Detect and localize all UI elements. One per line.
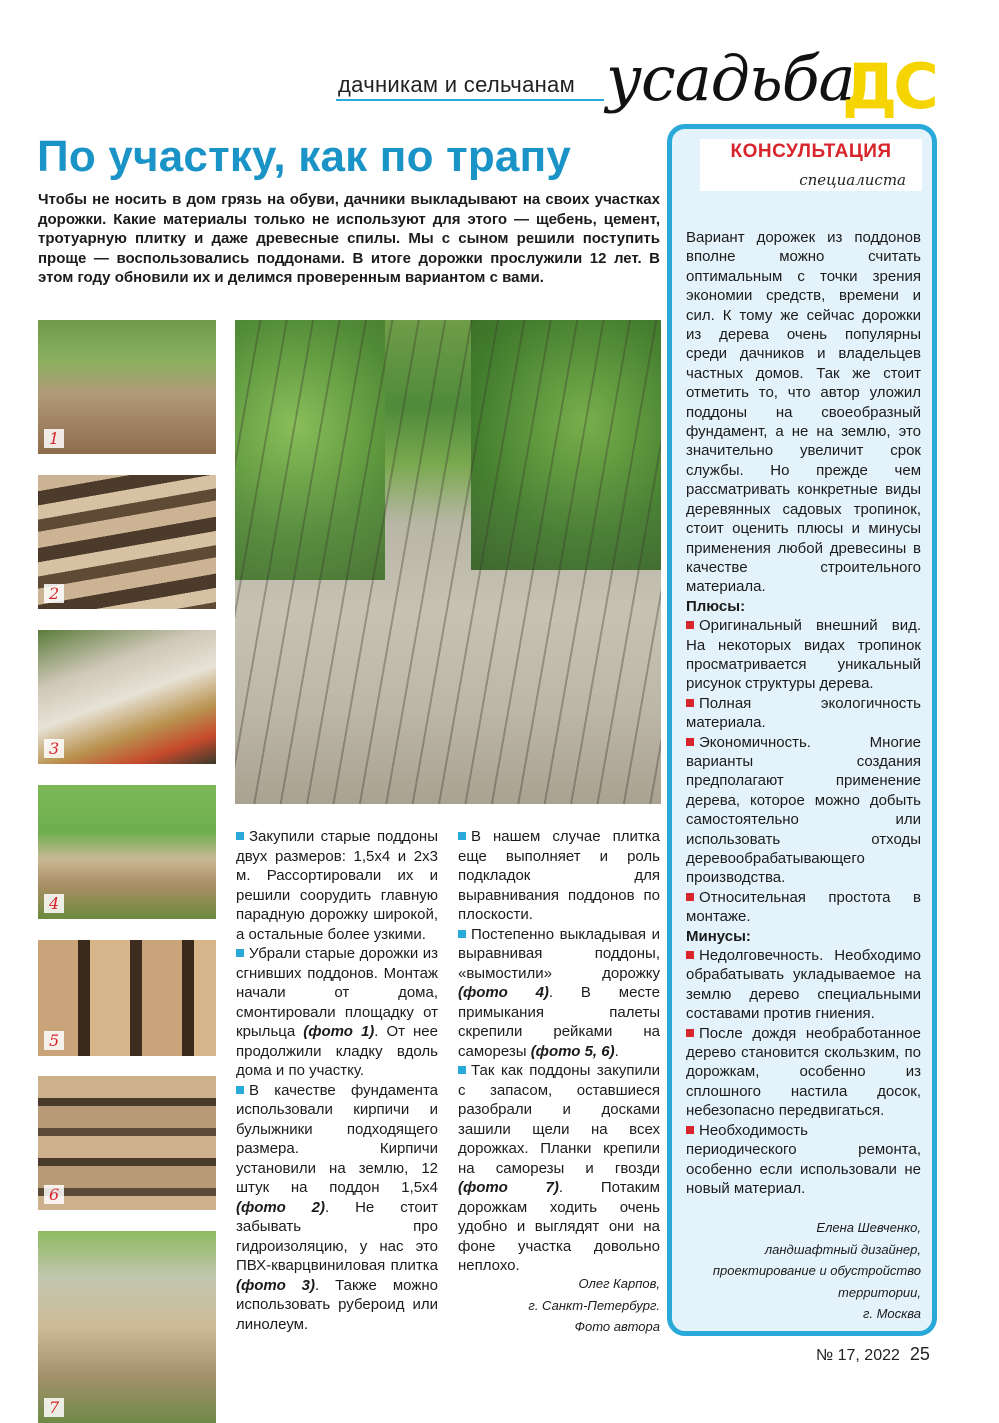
bullet-square-icon (458, 1066, 466, 1074)
bullet-square-icon (236, 832, 244, 840)
hero-photo-garden-path (235, 320, 661, 804)
photo-reference: (фото 2) (236, 1198, 325, 1216)
expert-role: проектирование и обустройство (712, 1263, 921, 1278)
bullet-square-icon (686, 738, 694, 746)
photo-number: 4 (44, 894, 64, 913)
article-title: По участку, как по трапу (37, 132, 572, 181)
photo-number: 5 (44, 1031, 64, 1050)
paragraph-text: . Не стоит забывать про гидроизоляцию, у нас это ПВХ-кварцвиниловая плитка (236, 1198, 438, 1274)
paragraph (458, 925, 660, 1062)
cons-item (686, 946, 921, 1024)
bullet-square-icon (686, 621, 694, 629)
expert-signature (686, 1217, 921, 1325)
photo-number: 3 (44, 739, 64, 758)
paragraph-text: . (614, 1042, 619, 1060)
cons-item (686, 1024, 921, 1121)
paragraph-text: В нашем случае плитка еще выполняет и роль подкладок для выравнивания поддонов по плоскости. (458, 828, 660, 923)
cons-item-text: Необходимость периодического ремонта, особенно если использовали не новый материал. (686, 1121, 921, 1197)
kicker-underline (336, 99, 604, 101)
bullet-square-icon (458, 930, 466, 938)
sidebar-intro: Вариант дорожек из поддонов вполне можно считать оптимальным с точки зрения экономии средств, времени и сил. К тому же сейчас дорожки из дерева очень популярны среди дачников и владельцев частных домов. Так же стоит отметить то, что автор уложил поддоны на своеобразный фундамент, а не на землю, это значительно увеличит срок службы. Но прежде чем рассматривать конкретные виды деревянных садовых тропинок, стоит оценить плюсы и минусы применения любой древесины в качестве строительного материала. (686, 229, 921, 596)
page-footer (816, 1344, 930, 1365)
paragraph (458, 1061, 660, 1276)
bullet-square-icon (236, 949, 244, 957)
paragraph (458, 827, 660, 925)
photo-1 (38, 320, 216, 454)
expert-city: г. Москва (862, 1306, 921, 1321)
pros-title: Плюсы: (686, 597, 746, 615)
paragraph-text: Закупили старые поддоны двух размеров: 1,5х4 и 2х3 м. Рассортировали их и решили соорудить главную парадную дорожку широкой, а остальные более узкими. (236, 828, 438, 943)
bullet-square-icon (458, 832, 466, 840)
bullet-square-icon (686, 1126, 694, 1134)
photo-2 (38, 475, 216, 609)
magazine-logo: ДС (842, 50, 935, 123)
photo-number: 2 (44, 584, 64, 603)
paragraph-text: Постепенно выкладывая и выравнивая поддоны, «вымостили» дорожку (458, 925, 660, 982)
author-signature (458, 1273, 660, 1338)
magazine-brand: усадьба (606, 42, 855, 115)
paragraph-text: Так как поддоны закупили с запасом, оставшиеся разобрали и досками зашили щели на всех дорожках. Планки крепили на саморезы и гвозди (458, 1062, 660, 1177)
pros-item (686, 616, 921, 694)
cons-item-text: После дождя необработанное дерево становится скользким, по дорожкам, особенно из сплошного настила досок, небезопасно передвигаться. (686, 1024, 921, 1120)
bullet-square-icon (686, 951, 694, 959)
author-name: Олег Карпов, (578, 1276, 660, 1291)
paragraph-text: . От нее продолжили кладку вдоль дома и по участку. (236, 1023, 438, 1079)
paragraph-text: . В месте примыкания палеты скрепили рейками на саморезы (458, 984, 660, 1060)
paragraph-text: В качестве фундамента использовали кирпичи и булыжники подходящего размера. Кирпичи установили на землю, 12 штук на поддон 1,5х4 (236, 1081, 438, 1196)
pros-item (686, 694, 921, 733)
issue-number: № 17, 2022 (816, 1347, 900, 1364)
page-number: 25 (909, 1344, 930, 1364)
sidebar-heading: КОНСУЛЬТАЦИЯ (730, 141, 892, 162)
bullet-square-icon (236, 1086, 244, 1094)
pros-item (686, 888, 921, 927)
pros-item-text: Оригинальный внешний вид. На некоторых видах тропинок просматривается уникальный рисунок структуры дерева. (686, 617, 921, 693)
paragraph-text: Убрали старые дорожки из сгнивших поддонов. Монтаж начали от дома, смонтировали площадку от крыльца (236, 945, 438, 1040)
cons-title: Минусы: (686, 927, 751, 945)
photo-5 (38, 940, 216, 1056)
paragraph (236, 827, 438, 944)
cons-item (686, 1121, 921, 1199)
hero-photo-boards (235, 320, 661, 804)
photo-reference: (фото 1) (303, 1023, 375, 1040)
author-city: г. Санкт-Петербург. (528, 1297, 660, 1313)
bullet-square-icon (686, 699, 694, 707)
photo-3 (38, 630, 216, 764)
bullet-square-icon (686, 1029, 694, 1037)
sidebar-text (686, 228, 921, 1198)
photo-reference: (фото 3) (236, 1276, 316, 1294)
paragraph-text: . Потаким дорожкам ходить очень удобно и выглядят они на фоне участка довольно неплохо. (458, 1179, 660, 1274)
paragraph (236, 1081, 438, 1335)
article-column-1 (236, 827, 438, 1334)
pros-item-text: Полная экологичность материала. (686, 694, 921, 732)
photo-reference: (фото 4) (458, 984, 549, 1001)
photo-number: 7 (44, 1398, 64, 1417)
pros-item-text: Относительная простота в монтаже. (686, 888, 921, 926)
photo-7 (38, 1231, 216, 1423)
cons-item-text: Недолговечность. Необходимо обрабатывать укладываемое на землю дерево специальными составами против гниения. (686, 947, 921, 1023)
photo-number: 1 (44, 429, 64, 448)
article-column-2 (458, 827, 660, 1276)
photo-number: 6 (44, 1185, 64, 1204)
paragraph (236, 944, 438, 1081)
bullet-square-icon (686, 893, 694, 901)
article-lead: Чтобы не носить в дом грязь на обуви, дачники выкладывают на своих участках дорожки. Какие материалы только не используют для этого — щебень, цемент, тротуарную плитку и даже древесные спилы. Мы с сыном решили поступить проще — воспользовались поддонами. В итоге дорожки прослужили 12 лет. В этом году обновили их и делимся проверенным вариантом с вами. (38, 191, 660, 287)
photo-reference: (фото 5, 6) (530, 1042, 615, 1060)
sidebar-subheading: специалиста (799, 171, 906, 189)
pros-item (686, 733, 921, 888)
paragraph-text: . Также можно использовать рубероид или линолеум. (236, 1276, 438, 1333)
expert-role: территории, (838, 1284, 921, 1300)
photo-reference: (фото 7) (458, 1179, 559, 1196)
photo-credit: Фото автора (574, 1319, 660, 1334)
expert-role: ландшафтный дизайнер, (764, 1241, 921, 1257)
section-kicker: дачникам и сельчанам (338, 72, 576, 97)
photo-4 (38, 785, 216, 919)
pros-item-text: Экономичность. Многие варианты создания предполагают применение дерева, которое можно добыть самостоятельно или использовать отходы деревообрабатывающего производства. (686, 733, 921, 887)
photo-6 (38, 1076, 216, 1210)
expert-name: Елена Шевченко, (816, 1220, 921, 1235)
